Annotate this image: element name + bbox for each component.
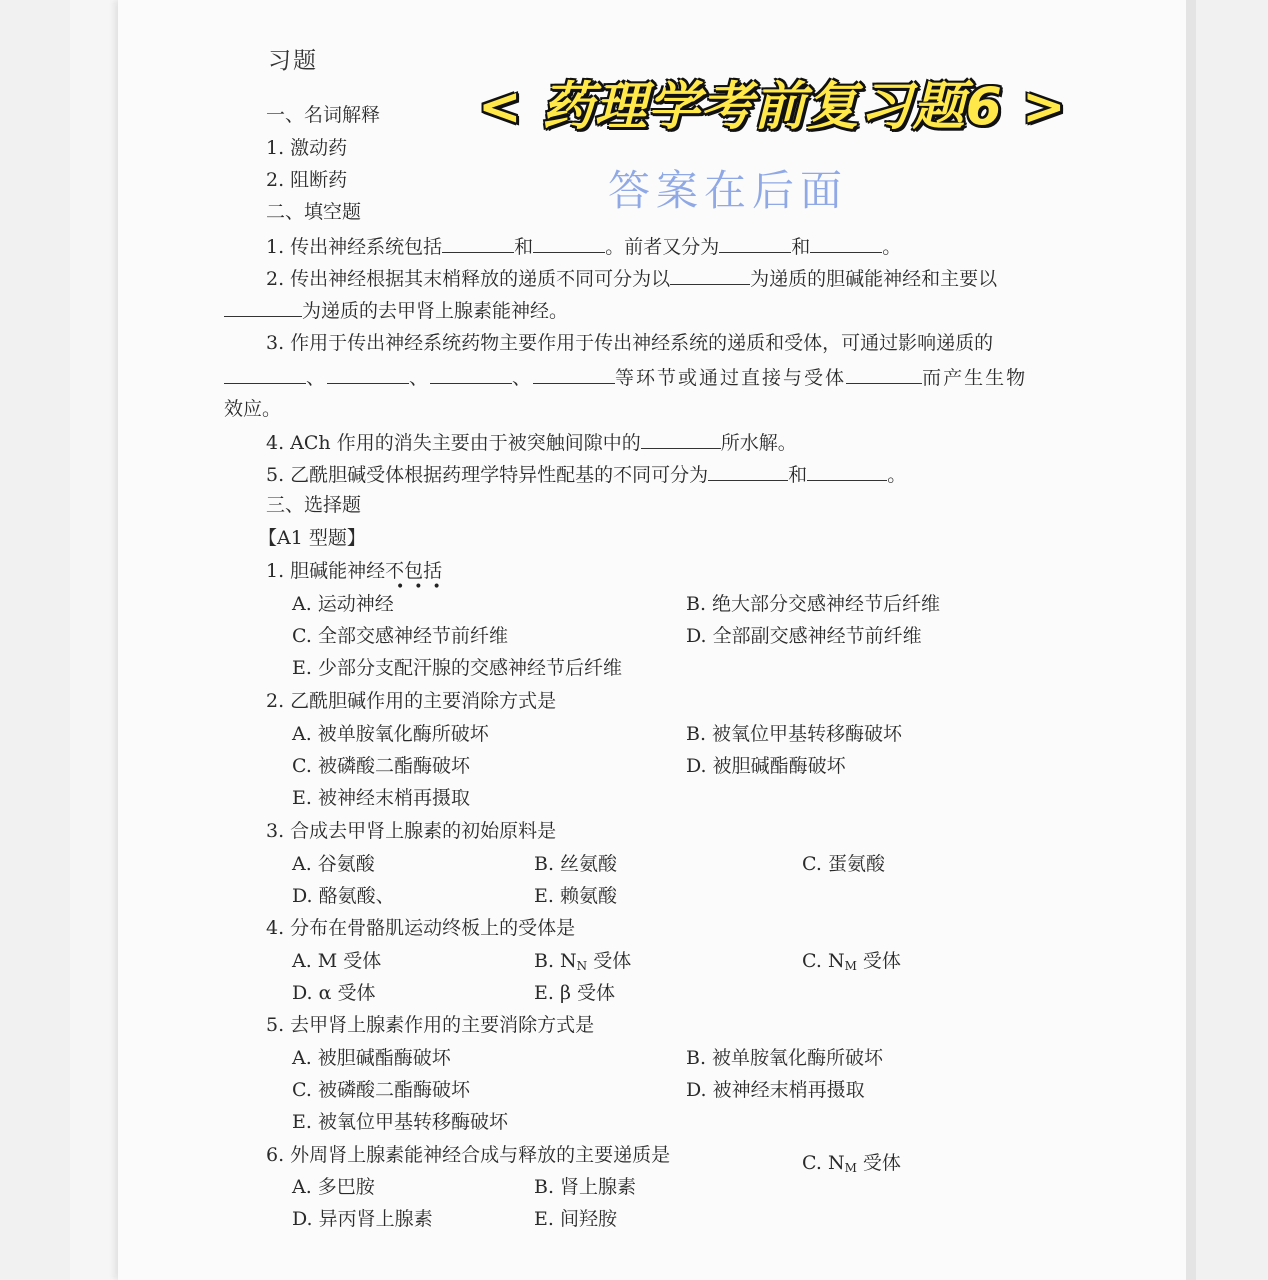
q6-option-e: E. 间羟胺	[534, 1208, 617, 1230]
q5-option-e: E. 被氧位甲基转移酶破坏	[292, 1111, 508, 1133]
definition-item-1: 1. 激动药	[266, 137, 348, 159]
fill-question-1: 1. 传出神经系统包括 和 。前者又分为 和 。	[266, 236, 902, 258]
q2-option-b: B. 被氧位甲基转移酶破坏	[686, 723, 903, 745]
q5-option-d: D. 被神经末梢再摄取	[686, 1079, 865, 1101]
section-title-fill-blank: 二、填空题	[266, 201, 362, 223]
q3-option-b: B. 丝氨酸	[534, 853, 618, 875]
q5-option-c: C. 被磷酸二酯酶破坏	[292, 1079, 470, 1101]
q1-option-a: A. 运动神经	[292, 593, 394, 615]
q5-option-a: A. 被胆碱酯酶破坏	[292, 1047, 451, 1069]
q6-option-d: D. 异丙肾上腺素	[292, 1208, 433, 1230]
choice-question-4: 4. 分布在骨骼肌运动终板上的受体是	[266, 917, 576, 939]
q2-option-c: C. 被磷酸二酯酶破坏	[292, 755, 470, 777]
answer-note: 答案在后面	[608, 166, 849, 215]
choice-question-3: 3. 合成去甲肾上腺素的初始原料是	[266, 820, 557, 842]
q6-option-a: A. 多巴胺	[292, 1176, 375, 1198]
choice-question-2: 2. 乙酰胆碱作用的主要消除方式是	[266, 690, 557, 712]
q4-option-a: A. M 受体	[292, 950, 382, 972]
fill-question-4: 4. ACh 作用的消失主要由于被突触间隙中的 所水解。	[266, 432, 797, 454]
q4-option-d: D. α 受体	[292, 982, 376, 1004]
title-banner: < 药理学考前复习题6 >	[478, 77, 1067, 137]
q2-option-e: E. 被神经末梢再摄取	[292, 787, 470, 809]
fill-question-5: 5. 乙酰胆碱受体根据药理学特异性配基的不同可分为 和 。	[266, 464, 907, 486]
choice-question-5: 5. 去甲肾上腺素作用的主要消除方式是	[266, 1014, 595, 1036]
choice-question-1: 1. 胆碱能神经不包括	[266, 560, 443, 582]
fill-question-2-cont: 为递质的去甲肾上腺素能神经。	[224, 300, 568, 321]
q1-option-c: C. 全部交感神经节前纤维	[292, 625, 508, 647]
page-edge-right	[1186, 0, 1196, 1280]
fill-question-2: 2. 传出神经根据其末梢释放的递质不同可分为以 为递质的胆碱能神经和主要以	[266, 268, 998, 290]
q2-option-d: D. 被胆碱酯酶破坏	[686, 755, 846, 777]
q3-option-e: E. 赖氨酸	[534, 885, 617, 907]
fill-question-3-cont: 、 、 、 等环节或通过直接与受体 而产生生物	[224, 367, 1027, 388]
page-shadow-left	[70, 0, 118, 1280]
q6-option-b: B. 肾上腺素	[534, 1176, 637, 1198]
q1-option-d: D. 全部副交感神经节前纤维	[686, 625, 922, 647]
emphasis-dots: •••	[396, 579, 451, 595]
q3-option-d: D. 酪氨酸、	[292, 885, 395, 907]
q6-option-c: C. $N_M$ 受体	[802, 1152, 901, 1175]
q1-option-e: E. 少部分支配汗腺的交感神经节后纤维	[292, 657, 622, 679]
q3-option-a: A. 谷氨酸	[292, 853, 375, 875]
page-header: 习题	[268, 48, 318, 74]
section-title-choice: 三、选择题	[266, 494, 362, 516]
question-type-label: 【A1 型题】	[258, 527, 366, 549]
q3-option-c: C. 蛋氨酸	[802, 853, 885, 875]
fill-question-3: 3. 作用于传出神经系统药物主要作用于传出神经系统的递质和受体，可通过影响递质的	[266, 332, 994, 354]
q4-option-b: B. $N_N$ 受体	[534, 950, 632, 973]
choice-question-6: 6. 外周肾上腺素能神经合成与释放的主要递质是	[266, 1144, 671, 1166]
q4-option-c: C. $N_M$ 受体	[802, 950, 901, 973]
q2-option-a: A. 被单胺氧化酶所破坏	[292, 723, 489, 745]
fill-question-3-end: 效应。	[224, 398, 282, 420]
q4-option-e: E. β 受体	[534, 982, 615, 1004]
q1-option-b: B. 绝大部分交感神经节后纤维	[686, 593, 941, 615]
q5-option-b: B. 被单胺氧化酶所破坏	[686, 1047, 884, 1069]
section-title-definitions: 一、名词解释	[266, 104, 381, 126]
definition-item-2: 2. 阻断药	[266, 169, 348, 191]
